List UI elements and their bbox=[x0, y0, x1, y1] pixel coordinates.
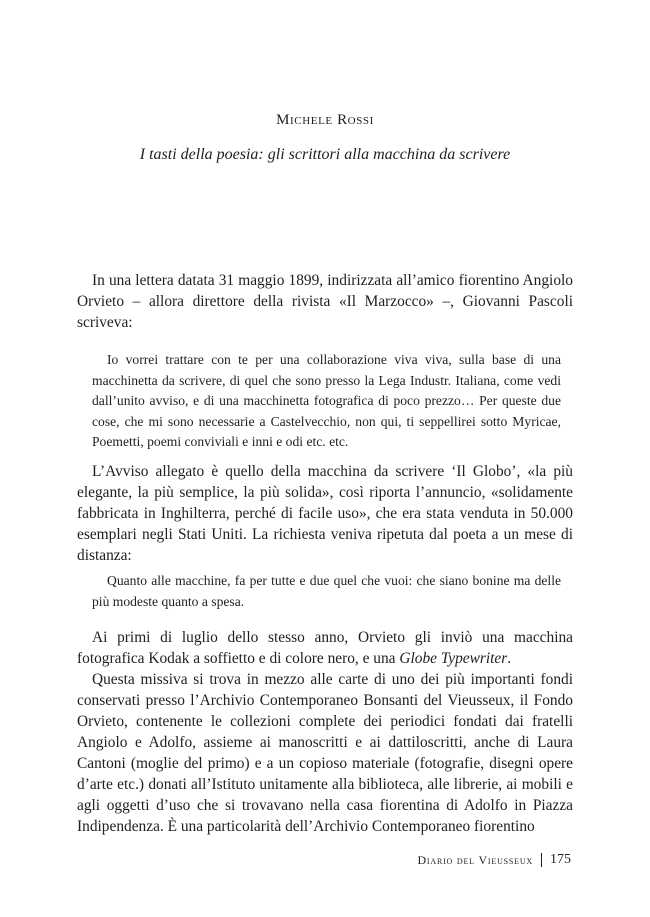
paragraph-3 bbox=[77, 627, 573, 669]
article-author: Michele Rossi bbox=[276, 112, 374, 128]
block-quote-1: Io vorrei trattare con te per una collaborazione viva viva, sulla base di una macchinetta da scrivere, di quel che sono presso la Lega Industr. Italiana, come vedi dall’unito avviso, e di una macchinetta fotografica di poco prezzo… Per queste due cose, che mi sono necessarie a Castelvecchio, non qui, ti seppellirei sotto Myricae, Poemetti, poemi conviviali e inni e odi etc. etc. bbox=[92, 352, 561, 449]
paragraph-3-text: Ai primi di luglio dello stesso anno, Orvieto gli inviò una macchina fotografica Kodak a soffietto e di colore nero, e una bbox=[77, 629, 573, 667]
article-title: I tasti della poesia: gli scrittori alla macchina da scrivere bbox=[139, 146, 511, 163]
paragraph-4: Questa missiva si trova in mezzo alle carte di uno dei più importanti fondi conservati presso l’Archivio Contemporaneo Bonsanti del Vieusseux, il Fondo Orvieto, contenente le collezioni complete dei periodici fondati dai fratelli Angiolo e Adolfo, assieme ai manoscritti e ai dattiloscritti, anche di Laura Cantoni (moglie del primo) e a un copioso materiale (fotografie, disegni opere d’arte etc.) donati all’Istituto unitamente alla biblioteca, alle librerie, ai mobili e agli oggetti d’uso che si trovavano nella casa fiorentina di Adolfo in Piazza Indipendenza. È una particolarità dell’Archivio Contemporaneo fiorentino bbox=[77, 671, 573, 835]
paragraph-1-block bbox=[77, 270, 573, 333]
page-footer bbox=[417, 852, 571, 868]
page-number: 175 bbox=[550, 852, 571, 867]
journal-name: Diario del Vieusseux bbox=[417, 852, 533, 867]
block-quote-2: Quanto alle macchine, fa per tutte e due quel che vuoi: che siano bonine ma delle più modeste quanto a spesa. bbox=[92, 573, 561, 609]
paragraph-1: In una lettera datata 31 maggio 1899, indirizzata all’amico fiorentino Angiolo Orvieto – allora direttore della rivista «Il Marzocco» –, Giovanni Pascoli scriveva: bbox=[77, 272, 573, 331]
paragraph-3-end: . bbox=[507, 650, 512, 667]
globe-typewriter-title: Globe Typewriter bbox=[399, 650, 508, 667]
paragraph-3-block bbox=[77, 627, 573, 837]
footer-divider bbox=[541, 853, 542, 867]
paragraph-2-block bbox=[77, 461, 573, 566]
paragraph-2: L’Avviso allegato è quello della macchina da scrivere ‘Il Globo’, «la più elegante, la più semplice, la più solida», così riporta l’annuncio, «solidamente fabbricata in Inghilterra, perché di facile uso», che era stata venduta in 50.000 esemplari negli Stati Uniti. La richiesta veniva ripetuta dal poeta a un mese di distanza: bbox=[77, 463, 573, 564]
